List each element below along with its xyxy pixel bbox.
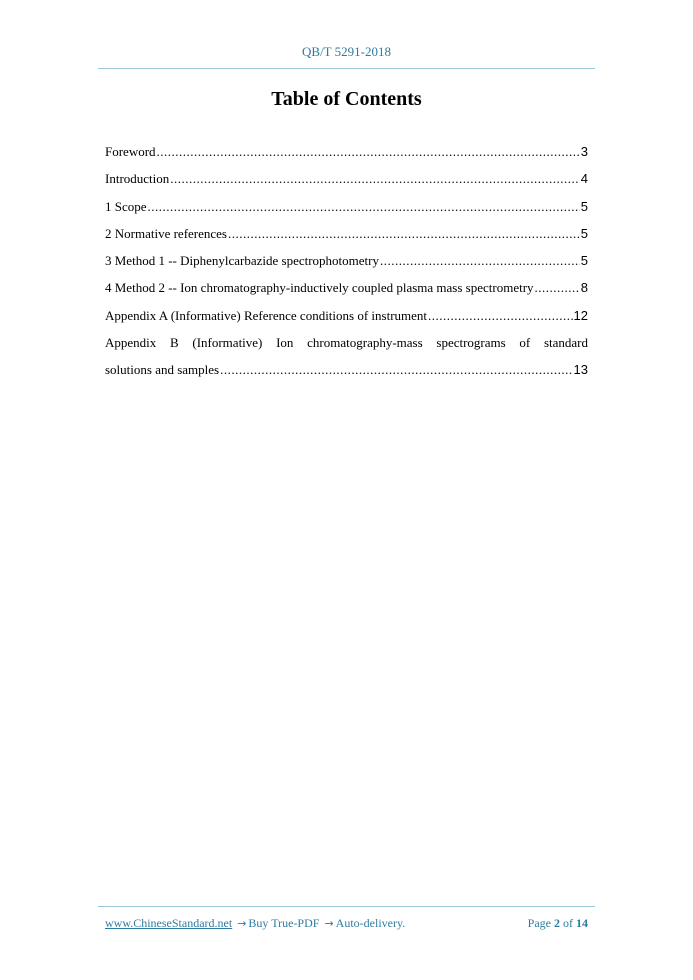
toc-entry-foreword[interactable] bbox=[105, 142, 588, 169]
toc-entry-label: 3 Method 1 -- Diphenylcarbazide spectrophotometry bbox=[105, 253, 379, 269]
toc-entry-appendix-b-line2[interactable] bbox=[105, 360, 588, 387]
toc-entry-label: Introduction bbox=[105, 171, 170, 187]
auto-delivery-text: Auto-delivery. bbox=[335, 916, 406, 930]
toc-entry-label: 2 Normative references bbox=[105, 225, 227, 241]
toc-entry-label: Foreword bbox=[105, 144, 156, 159]
page-footer bbox=[105, 916, 588, 931]
toc-entry-label: solutions and samples bbox=[105, 362, 220, 378]
toc-entry-page: 8 bbox=[580, 280, 588, 296]
toc-entry-page: 4 bbox=[580, 171, 588, 187]
footer-divider bbox=[98, 906, 595, 907]
buy-true-pdf-text: Buy True-PDF bbox=[248, 916, 320, 930]
site-link[interactable]: www.ChineseStandard.net bbox=[105, 916, 233, 930]
page-indicator bbox=[528, 916, 588, 931]
toc-entry-page: 13 bbox=[573, 362, 588, 378]
toc-leader-dots bbox=[428, 306, 573, 326]
footer-left bbox=[105, 916, 405, 931]
toc-leader-dots bbox=[157, 142, 580, 162]
table-of-contents bbox=[105, 142, 588, 388]
toc-entry-label: 1 Scope bbox=[105, 198, 147, 214]
toc-entry-page: 5 bbox=[580, 225, 588, 241]
page-title: Table of Contents bbox=[271, 88, 422, 110]
page-of-word: of bbox=[563, 916, 573, 930]
toc-entry-method-2[interactable] bbox=[105, 278, 588, 305]
header-divider bbox=[98, 68, 595, 69]
current-page-number: 2 bbox=[554, 916, 560, 930]
arrow-right-icon: → bbox=[237, 917, 247, 930]
total-page-number: 14 bbox=[576, 916, 588, 930]
toc-entry-page: 5 bbox=[580, 198, 588, 214]
toc-entry-scope[interactable] bbox=[105, 197, 588, 224]
toc-leader-dots bbox=[380, 251, 580, 271]
toc-entry-page: 3 bbox=[580, 144, 588, 159]
toc-entry-normative-references[interactable] bbox=[105, 224, 588, 251]
toc-leader-dots bbox=[220, 360, 572, 380]
toc-entry-appendix-b-line1[interactable] bbox=[105, 333, 588, 360]
toc-entry-method-1[interactable] bbox=[105, 251, 588, 278]
toc-entry-introduction[interactable] bbox=[105, 169, 588, 196]
toc-leader-dots bbox=[535, 278, 580, 298]
document-code-header: QB/T 5291-2018 bbox=[302, 44, 391, 59]
toc-leader-dots bbox=[228, 224, 580, 244]
page-word: Page bbox=[527, 916, 551, 930]
arrow-right-icon: → bbox=[324, 917, 334, 930]
toc-leader-dots bbox=[148, 197, 580, 217]
toc-entry-page: 12 bbox=[573, 307, 588, 323]
toc-entry-label: Appendix B (Informative) Ion chromatography-mass spectrograms of standard bbox=[105, 335, 588, 351]
toc-entry-label: Appendix A (Informative) Reference conditions of instrument bbox=[105, 307, 428, 323]
toc-leader-dots bbox=[170, 169, 580, 189]
toc-entry-page: 5 bbox=[580, 253, 588, 269]
toc-entry-appendix-a[interactable] bbox=[105, 306, 588, 333]
toc-entry-label: 4 Method 2 -- Ion chromatography-inductively coupled plasma mass spectrometry bbox=[105, 280, 534, 296]
